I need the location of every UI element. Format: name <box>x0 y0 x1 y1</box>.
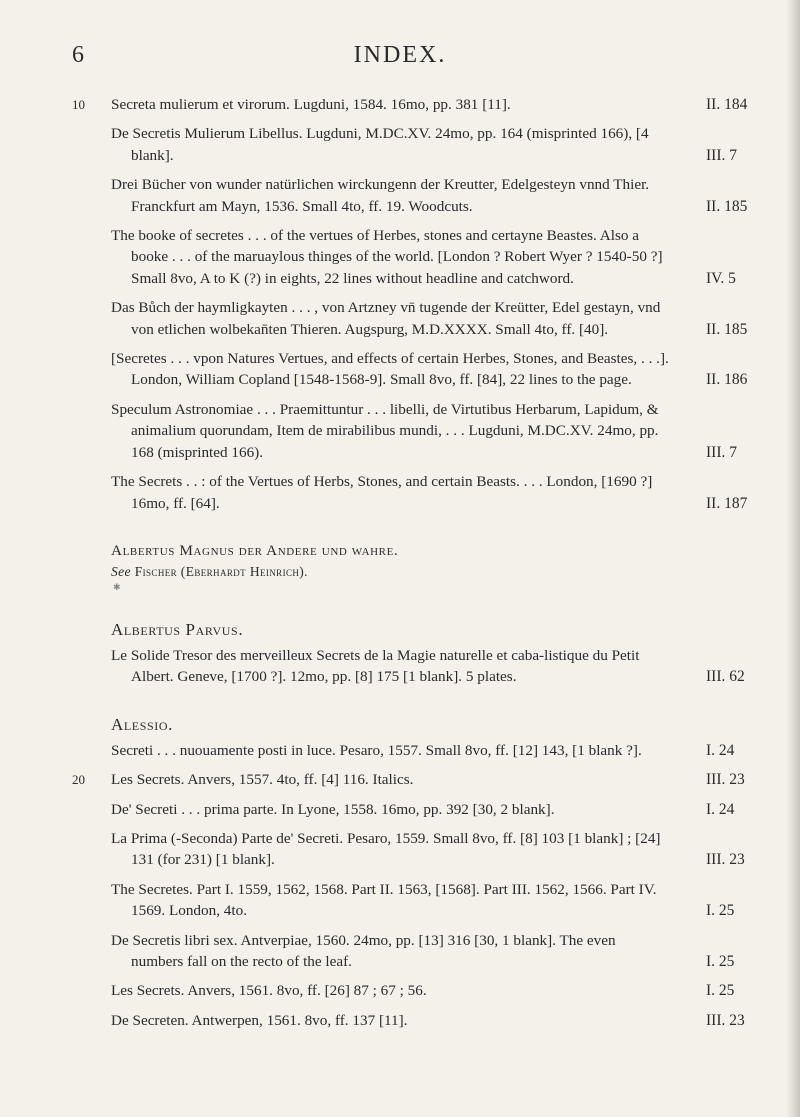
index-section <box>0 94 800 514</box>
page-header <box>0 42 800 72</box>
index-entry <box>111 225 736 289</box>
index-content <box>0 94 800 1039</box>
see-target: Fischer (Eberhardt Heinrich). <box>134 563 308 579</box>
line-number: 10 <box>72 97 85 112</box>
asterisk-mark-icon: ✱ <box>113 581 121 592</box>
index-entry <box>111 828 745 871</box>
volume-page-reference: II. 185 <box>706 320 748 338</box>
entry-text: [Secretes . . . vpon Natures Vertues, and effects of certain Herbes, Stones, and Beastes, . . .]. London, William Copland [1548-1568-9]. Small 8vo, ff. [84], 22 lines to the page. <box>111 350 669 389</box>
entry-text: Drei Bücher von wunder natürlichen wirckungenn der Kreutter, Edelgesteyn vnnd Thier. Franckfurt am Mayn, 1536. Small 4to, ff. 19. Woodcuts. <box>111 176 650 215</box>
entry-text: De Secreten. Antwerpen, 1561. 8vo, ff. 137 [11]. <box>111 1011 408 1029</box>
index-entry <box>111 348 748 391</box>
volume-page-reference: I. 24 <box>706 800 735 818</box>
section-heading: Alessio. <box>111 714 173 734</box>
entry-text: The Secrets . . : of the Vertues of Herbs, Stones, and certain Beasts. . . . London, [1690 ?] 16mo, ff. [64]. <box>111 473 653 512</box>
index-entry <box>111 879 735 922</box>
volume-page-reference: I. 24 <box>706 741 735 759</box>
entry-text: Les Secrets. Anvers, 1561. 8vo, ff. [26] 87 ; 67 ; 56. <box>111 982 427 1000</box>
index-entry <box>111 297 748 340</box>
entry-text: De Secretis Mulierum Libellus. Lugduni, M.DC.XV. 24mo, pp. 164 (misprinted 166), [4 blank]. <box>111 125 649 164</box>
section-heading-block <box>111 619 800 641</box>
volume-page-reference: III. 62 <box>706 668 745 686</box>
index-entry <box>111 980 735 1001</box>
index-entry <box>111 471 748 514</box>
volume-page-reference: II. 186 <box>706 371 748 389</box>
section-heading: Albertus Parvus. <box>111 619 244 639</box>
volume-page-reference: II. 187 <box>706 494 748 512</box>
section-heading-block <box>111 714 800 736</box>
volume-page-reference: III. 23 <box>706 1011 745 1029</box>
cross-reference <box>111 562 800 581</box>
index-section <box>0 714 800 1031</box>
entry-text: La Prima (-Seconda) Parte de' Secreti. Pesaro, 1559. Small 8vo, ff. [8] 103 [1 blank] ; [24] 131 (for 231) [1 blank]. <box>111 829 661 869</box>
index-entry <box>111 174 748 217</box>
volume-page-reference: III. 23 <box>706 771 745 789</box>
entry-text: The Secretes. Part I. 1559, 1562, 1568. Part II. 1563, [1568]. Part III. 1562, 1566. Part IV. 1569. London, 4to. <box>111 880 657 920</box>
index-entry <box>111 799 735 820</box>
index-entry <box>72 769 745 790</box>
index-entry <box>111 740 735 761</box>
section-heading: Albertus Magnus der Andere und wahre. <box>111 541 399 559</box>
entry-text: The booke of secretes . . . of the vertues of Herbes, stones and certayne Beastes. Also a booke . . . of the maruaylous thinges of the world. [London ? Robert Wyer ? 1540-50 ?] Small 8vo, A to K (?) in eights, 22 lines without headline and catchword. <box>111 227 663 287</box>
index-entry <box>111 1010 745 1031</box>
entry-text: Secreti . . . nuouamente posti in luce. Pesaro, 1557. Small 8vo, ff. [12] 143, [1 blank ?]. <box>111 741 642 759</box>
entry-text: De' Secreti . . . prima parte. In Lyone, 1558. 16mo, pp. 392 [30, 2 blank]. <box>111 800 555 818</box>
index-entry <box>111 645 745 688</box>
entry-text: Les Secrets. Anvers, 1557. 4to, ff. [4] 116. Italics. <box>111 771 414 789</box>
entry-text: Speculum Astronomiae . . . Praemittuntur . . . libelli, de Virtutibus Herbarum, Lapidum, & animalium quorundam, Item de mirabilibus mundi, . . . Lugduni, M.DC.XV. 24mo, pp. 168 (misprinted 166). <box>111 400 659 461</box>
entry-text: De Secretis libri sex. Antverpiae, 1560. 24mo, pp. [13] 316 [30, 1 blank]. The even numbers fall on the recto of the leaf. <box>111 931 616 970</box>
volume-page-reference: III. 23 <box>706 851 745 869</box>
page-number: 6 <box>72 42 84 68</box>
volume-page-reference: II. 185 <box>706 197 748 215</box>
line-number: 20 <box>72 772 85 788</box>
index-section <box>0 540 800 593</box>
index-section <box>0 619 800 688</box>
index-entry <box>111 123 737 166</box>
entry-text: Secreta mulierum et virorum. Lugduni, 1584. 16mo, pp. 381 [11]. <box>111 96 511 113</box>
volume-page-reference: IV. 5 <box>706 269 736 287</box>
entry-text: Das Bůch der haymligkayten . . . , von Artzney vn̄ tugende der Kreütter, Edel gestayn, vnd von etlichen wolbekan̄ten Thieren. Augspurg, M.D.XXXX. Small 4to, ff. [40]. <box>111 299 661 338</box>
volume-page-reference: III. 7 <box>706 443 737 461</box>
section-heading-block <box>111 540 800 593</box>
entry-text: Le Solide Tresor des merveilleux Secrets de la Magie naturelle et caba-listique du Petit Albert. Geneve, [1700 ?]. 12mo, pp. [8] 175 [1 blank]. 5 plates. <box>111 646 640 686</box>
index-entry <box>111 930 735 973</box>
volume-page-reference: I. 25 <box>706 982 735 1000</box>
index-entry <box>72 94 748 115</box>
volume-page-reference: I. 25 <box>706 952 735 970</box>
index-entry <box>111 399 737 463</box>
page-title: INDEX. <box>353 42 447 68</box>
volume-page-reference: III. 7 <box>706 146 737 164</box>
see-label: See <box>111 563 131 579</box>
volume-page-reference: II. 184 <box>706 96 748 113</box>
volume-page-reference: I. 25 <box>706 902 735 920</box>
